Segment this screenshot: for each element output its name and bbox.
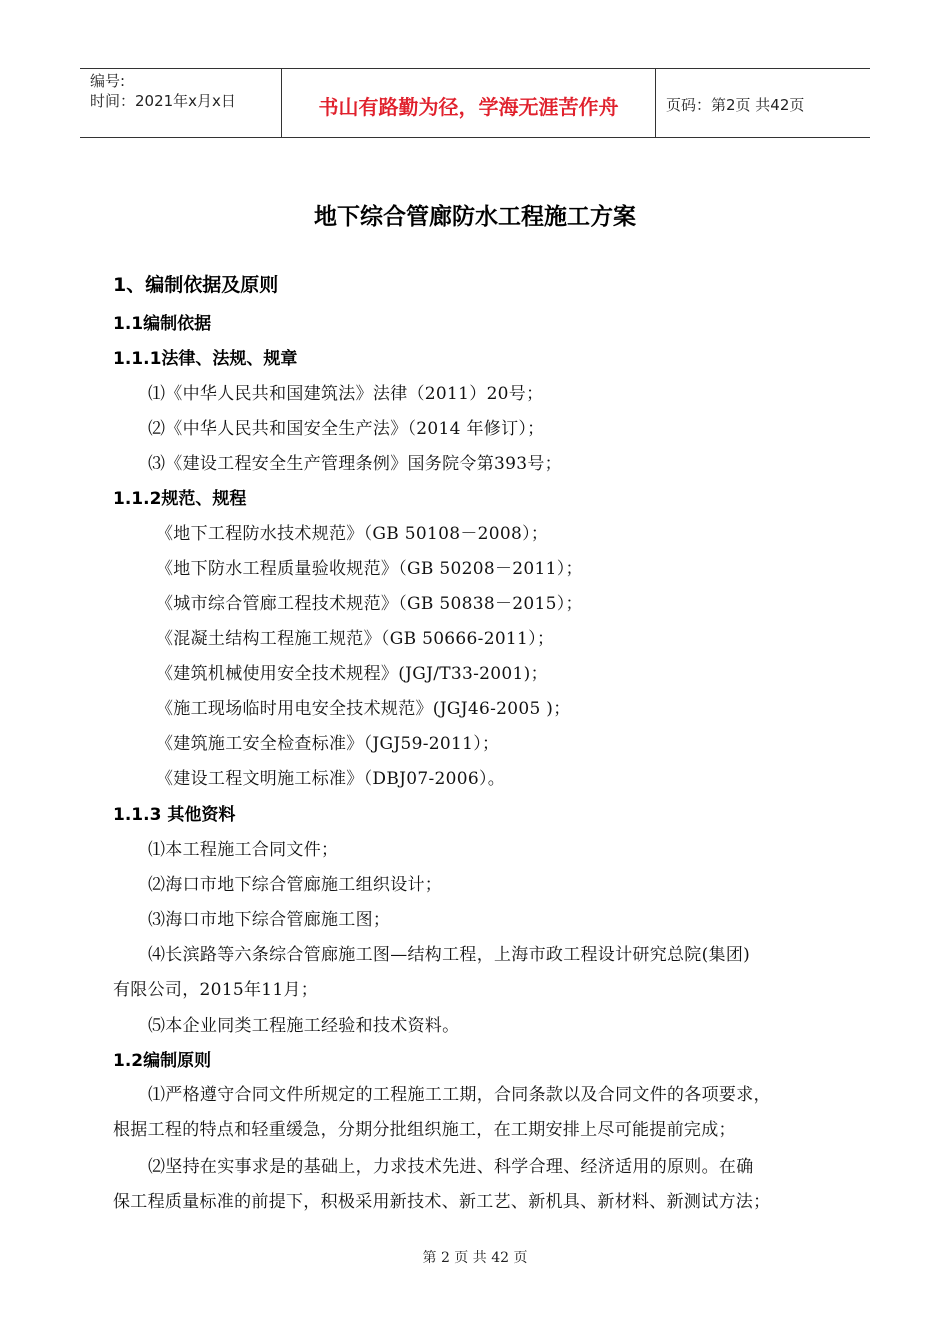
list-item-other: ⑸本企业同类工程施工经验和技术资料。 [148,1016,460,1036]
list-item-standard: 《建筑施工安全检查标准》（JGJ59-2011）； [156,734,500,754]
paragraph-line: ⑴严格遵守合同文件所规定的工程施工工期，合同条款以及合同文件的各项要求， [148,1085,771,1105]
list-item-other: ⑵海口市地下综合管廊施工组织设计； [148,875,443,895]
list-item-standard: 《建筑机械使用安全技术规程》(JGJ/T33-2001)； [156,664,548,684]
paragraph-line: ⑵坚持在实事求是的基础上，力求技术先进、科学合理、经济适用的原则。在确 [148,1157,754,1177]
page-header [80,68,870,138]
list-item-standard: 《地下工程防水技术规范》（GB 50108－2008）； [156,524,549,544]
header-meta [80,69,282,137]
list-item-standard: 《混凝土结构工程施工规范》（GB 50666-2011）； [156,629,555,649]
paragraph-line: 根据工程的特点和轻重缓急，分期分批组织施工，在工期安排上尽可能提前完成； [113,1120,736,1140]
header-motto: 书山有路勤为径，学海无涯苦作舟 [318,95,619,119]
list-item-other: ⑷长滨路等六条综合管廊施工图—结构工程，上海市政工程设计研究总院(集团) [148,945,751,965]
heading-1-1-2: 1.1.2规范、规程 [113,489,247,509]
list-item-law: ⑶《建设工程安全生产管理条例》国务院令第393号； [148,454,562,474]
paragraph-line: 保工程质量标准的前提下，积极采用新技术、新工艺、新机具、新材料、新测试方法； [113,1192,771,1212]
doc-time-label: 时间：2021年x月x日 [90,92,236,110]
list-item-other: 有限公司，2015年11月； [113,980,319,1000]
list-item-standard: 《施工现场临时用电安全技术规范》(JGJ46-2005 )； [156,699,571,719]
doc-number-label: 编号: [90,72,126,90]
header-page-info: 页码：第2页 共42页 [666,96,805,114]
header-motto-cell [282,69,656,137]
list-item-other: ⑴本工程施工合同文件； [148,840,339,860]
document-title: 地下综合管廊防水工程施工方案 [314,204,636,230]
heading-1-1-1: 1.1.1法律、法规、规章 [113,349,298,369]
list-item-law: ⑵《中华人民共和国安全生产法》（2014 年修订）； [148,419,545,439]
page-footer: 第 2 页 共 42 页 [422,1250,528,1266]
heading-section-1: 1、编制依据及原则 [113,274,279,296]
list-item-law: ⑴《中华人民共和国建筑法》法律（2011）20号； [148,384,544,404]
list-item-other: ⑶海口市地下综合管廊施工图； [148,910,391,930]
heading-1-1: 1.1编制依据 [113,314,212,334]
heading-1-1-3: 1.1.3 其他资料 [113,805,236,825]
heading-1-2: 1.2编制原则 [113,1051,212,1071]
list-item-standard: 《建设工程文明施工标准》（DBJ07-2006）。 [156,769,506,789]
list-item-standard: 《地下防水工程质量验收规范》（GB 50208－2011）； [156,559,583,579]
list-item-standard: 《城市综合管廊工程技术规范》（GB 50838－2015）； [156,594,583,614]
